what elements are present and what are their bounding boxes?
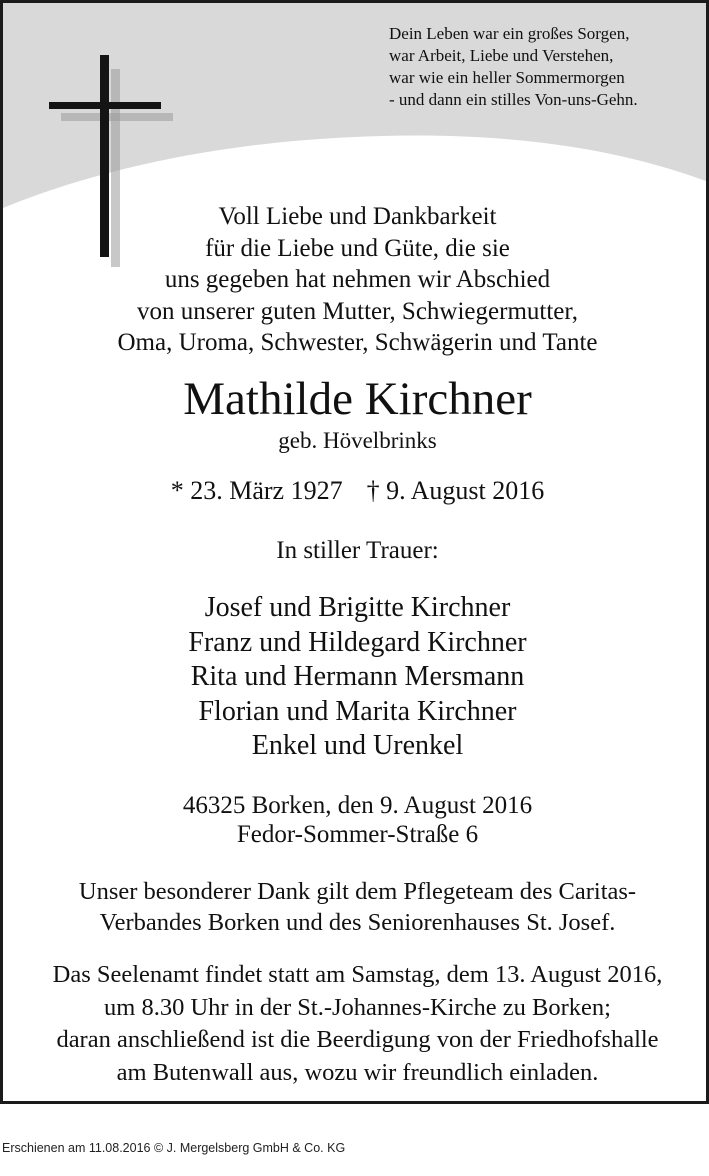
intro-text [3,201,709,359]
publication-footer: Erschienen am 11.08.2016 © J. Mergelsberg GmbH & Co. KG [2,1141,346,1155]
service-info [3,959,709,1089]
death-date: † 9. August 2016 [366,476,545,505]
family-list [3,591,709,764]
family-member: Franz und Hildegard Kirchner [188,626,527,658]
birth-date: * 23. März 1927 [170,476,343,505]
service-line: am Butenwall aus, wozu wir freundlich einladen. [116,1058,599,1086]
place-date: 46325 Borken, den 9. August 2016 [182,792,533,819]
deceased-name: Mathilde Kirchner [183,373,532,425]
mourning-label: In stiller Trauer: [276,537,439,564]
poem-verse [389,23,699,111]
maiden-name: geb. Hövelbrinks [278,428,437,453]
family-member: Florian und Marita Kirchner [198,695,517,727]
thanks-line: Verbandes Borken und des Seniorenhauses St. Josef. [99,908,616,936]
intro-line: Oma, Uroma, Schwester, Schwägerin und Tante [117,329,598,356]
family-member: Enkel und Urenkel [251,730,464,761]
poem-line: - und dann ein stilles Von-uns-Gehn. [389,90,638,109]
intro-line: für die Liebe und Güte, die sie [205,234,510,262]
family-member: Rita und Hermann Mersmann [190,661,525,692]
service-line: um 8.30 Uhr in der St.-Johannes-Kirche zu Borken; [104,993,611,1021]
service-line: daran anschließend ist die Beerdigung von der Friedhofshalle [56,1026,659,1053]
intro-line: von unserer guten Mutter, Schwiegermutter, [137,297,578,325]
poem-line: Dein Leben war ein großes Sorgen, [389,24,630,43]
family-member: Josef und Brigitte Kirchner [204,592,511,623]
life-dates [3,475,709,507]
address-block [3,791,709,849]
street-address: Fedor-Sommer-Straße 6 [236,821,479,848]
poem-line: war Arbeit, Liebe und Verstehen, [389,46,614,65]
intro-line: uns gegeben hat nehmen wir Abschied [164,266,551,293]
poem-line: war wie ein heller Sommermorgen [389,68,625,87]
service-line: Das Seelenamt findet statt am Samstag, dem 13. August 2016, [52,961,663,988]
intro-line: Voll Liebe und Dankbarkeit [218,203,497,230]
thanks-line: Unser besonderer Dank gilt dem Pflegeteam des Caritas- [78,878,637,905]
thanks-text [3,877,709,938]
